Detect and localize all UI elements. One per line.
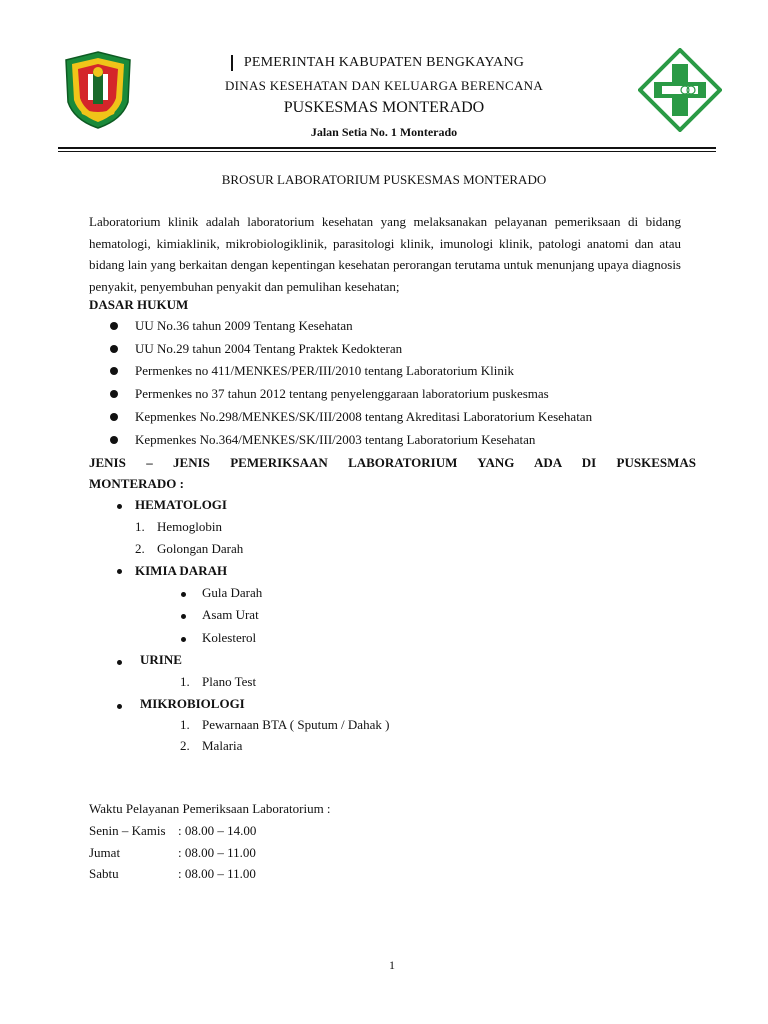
mikrobiologi-label: MIKROBIOLOGI [140,696,245,711]
list-number: 1. [135,519,145,534]
bullet-icon [110,390,118,398]
bullet-icon [110,345,118,353]
header-government: PEMERINTAH KABUPATEN BENGKAYANG [243,55,525,70]
schedule-day: Sabtu [89,866,119,881]
bullet-icon [117,704,122,709]
bullet-icon [117,660,122,665]
list-item: Malaria [202,738,243,753]
header-divider-thin [58,151,716,152]
schedule-time: : 08.00 – 14.00 [178,823,257,838]
schedule-time: : 08.00 – 11.00 [178,866,256,881]
bullet-icon [110,322,118,330]
list-item: Permenkes no 411/MENKES/PER/III/2010 tentang Laboratorium Klinik [135,363,514,378]
intro-paragraph: Laboratorium klinik adalah laboratorium kesehatan yang melaksanakan pelayanan pemeriksaan di bidang hematologi, kimiaklinik, mikrobiologiklinik, parasitologi klinik, imunologi klinik, patologi anatomi dan atau bidang lain yang berkaitan dengan kepentingan kesehatan perorangan terutama untuk menunjang upaya diagnosis penyakit, penyembuhan penyakit dan pemulihan kesehatan; [89,214,681,294]
bullet-icon [181,614,186,619]
header-department: DINAS KESEHATAN DAN KELUARGA BERENCANA [224,78,544,93]
dasar-hukum-heading: DASAR HUKUM [89,297,189,312]
list-item: Asam Urat [202,607,259,622]
list-number: 1. [180,674,190,689]
schedule-day: Senin – Kamis [89,823,166,838]
list-item: Plano Test [202,674,257,689]
list-item: Permenkes no 37 tahun 2012 tentang penyelenggaraan laboratorium puskesmas [135,386,549,401]
header-address: Jalan Setia No. 1 Monterado [310,125,458,139]
bullet-icon [110,367,118,375]
list-number: 2. [180,738,190,753]
list-item: Hemoglobin [157,519,222,534]
kimia-darah-label: KIMIA DARAH [135,563,228,578]
bullet-icon [181,592,186,597]
bullet-icon [117,504,122,509]
document-title: BROSUR LABORATORIUM PUSKESMAS MONTERADO [221,172,547,187]
jenis-heading-line1: JENIS – JENIS PEMERIKSAAN LABORATORIUM YANG ADA DI PUSKESMAS [89,455,696,470]
hematologi-label: HEMATOLOGI [135,497,227,512]
jenis-heading-line2: MONTERADO : [89,476,184,491]
urine-label: URINE [140,652,182,667]
header-puskesmas: PUSKESMAS MONTERADO [283,99,485,116]
list-item: Golongan Darah [157,541,244,556]
bullet-icon [117,569,122,574]
list-item: UU No.29 tahun 2004 Tentang Praktek Kedokteran [135,341,403,356]
list-number: 1. [180,717,190,732]
list-item: Gula Darah [202,585,263,600]
list-item: Kepmenkes No.364/MENKES/SK/III/2003 tentang Laboratorium Kesehatan [135,432,536,447]
page-number: 1 [389,958,395,972]
list-item: Kolesterol [202,630,257,645]
bullet-icon [110,413,118,421]
list-item: UU No.36 tahun 2009 Tentang Kesehatan [135,318,353,333]
list-number: 2. [135,541,145,556]
list-item: Kepmenkes No.298/MENKES/SK/III/2008 tentang Akreditasi Laboratorium Kesehatan [135,409,593,424]
list-item: Pewarnaan BTA ( Sputum / Dahak ) [202,717,390,732]
waktu-heading: Waktu Pelayanan Pemeriksaan Laboratorium : [89,801,331,816]
bullet-icon [110,436,118,444]
header-divider [58,147,716,149]
bullet-icon [181,637,186,642]
schedule-time: : 08.00 – 11.00 [178,845,256,860]
schedule-day: Jumat [89,845,121,860]
